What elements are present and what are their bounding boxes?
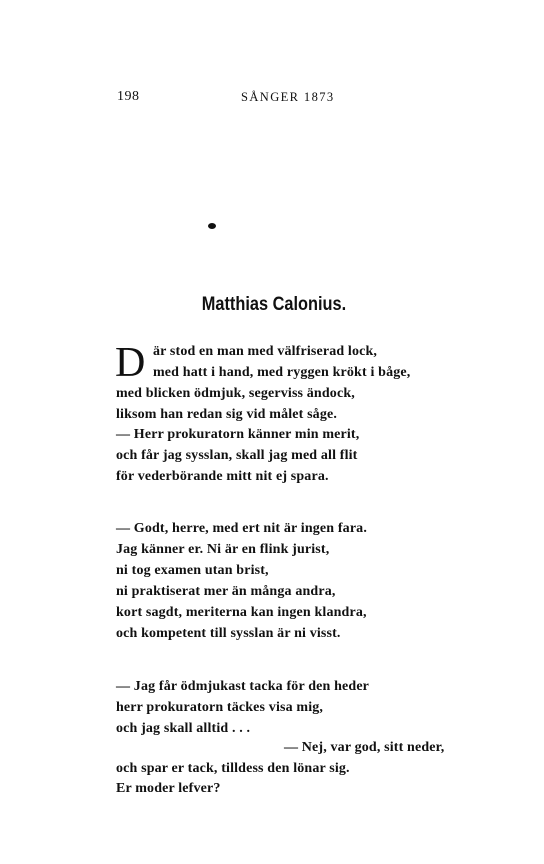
page-number: 198 bbox=[117, 89, 140, 104]
poem-line: Er moder lefver? bbox=[116, 781, 221, 796]
poem-title: Matthias Calonius. bbox=[201, 294, 347, 315]
poem-line: ni tog examen utan brist, bbox=[116, 563, 269, 578]
poem-line: kort sagdt, meriterna kan ingen klandra, bbox=[116, 605, 367, 620]
poem-line: och får jag sysslan, skall jag med all flit bbox=[116, 448, 358, 463]
poem-line: — Herr prokuratorn känner min merit, bbox=[116, 427, 360, 442]
poem-line: herr prokuratorn täckes visa mig, bbox=[116, 700, 324, 715]
poem-line: liksom han redan sig vid målet såge. bbox=[116, 407, 337, 422]
poem-line: — Nej, var god, sitt neder, bbox=[284, 740, 445, 755]
poem-line: och jag skall alltid . . . bbox=[116, 721, 251, 736]
poem-line: — Jag får ödmjukast tacka för den heder bbox=[116, 679, 370, 694]
poem-line: med hatt i hand, med ryggen krökt i båge, bbox=[153, 365, 411, 380]
drop-cap: D bbox=[115, 340, 146, 386]
ornament-dot-icon bbox=[208, 223, 216, 229]
poem-line: för vederbörande mitt nit ej spara. bbox=[116, 469, 329, 484]
poem-line: — Godt, herre, med ert nit är ingen fara. bbox=[116, 521, 367, 536]
poem-line: Jag känner er. Ni är en flink jurist, bbox=[116, 542, 330, 557]
poem-line: med blicken ödmjuk, segerviss ändock, bbox=[116, 386, 355, 401]
poem-line: ni praktiserat mer än många andra, bbox=[116, 584, 336, 599]
poem-line: och spar er tack, tilldess den lönar sig. bbox=[116, 761, 350, 776]
running-head bbox=[117, 89, 497, 107]
poem-line: och kompetent till sysslan är ni visst. bbox=[116, 626, 341, 641]
poem-line: är stod en man med välfriserad lock, bbox=[153, 344, 378, 359]
running-title: SÅNGER 1873 bbox=[241, 90, 335, 104]
